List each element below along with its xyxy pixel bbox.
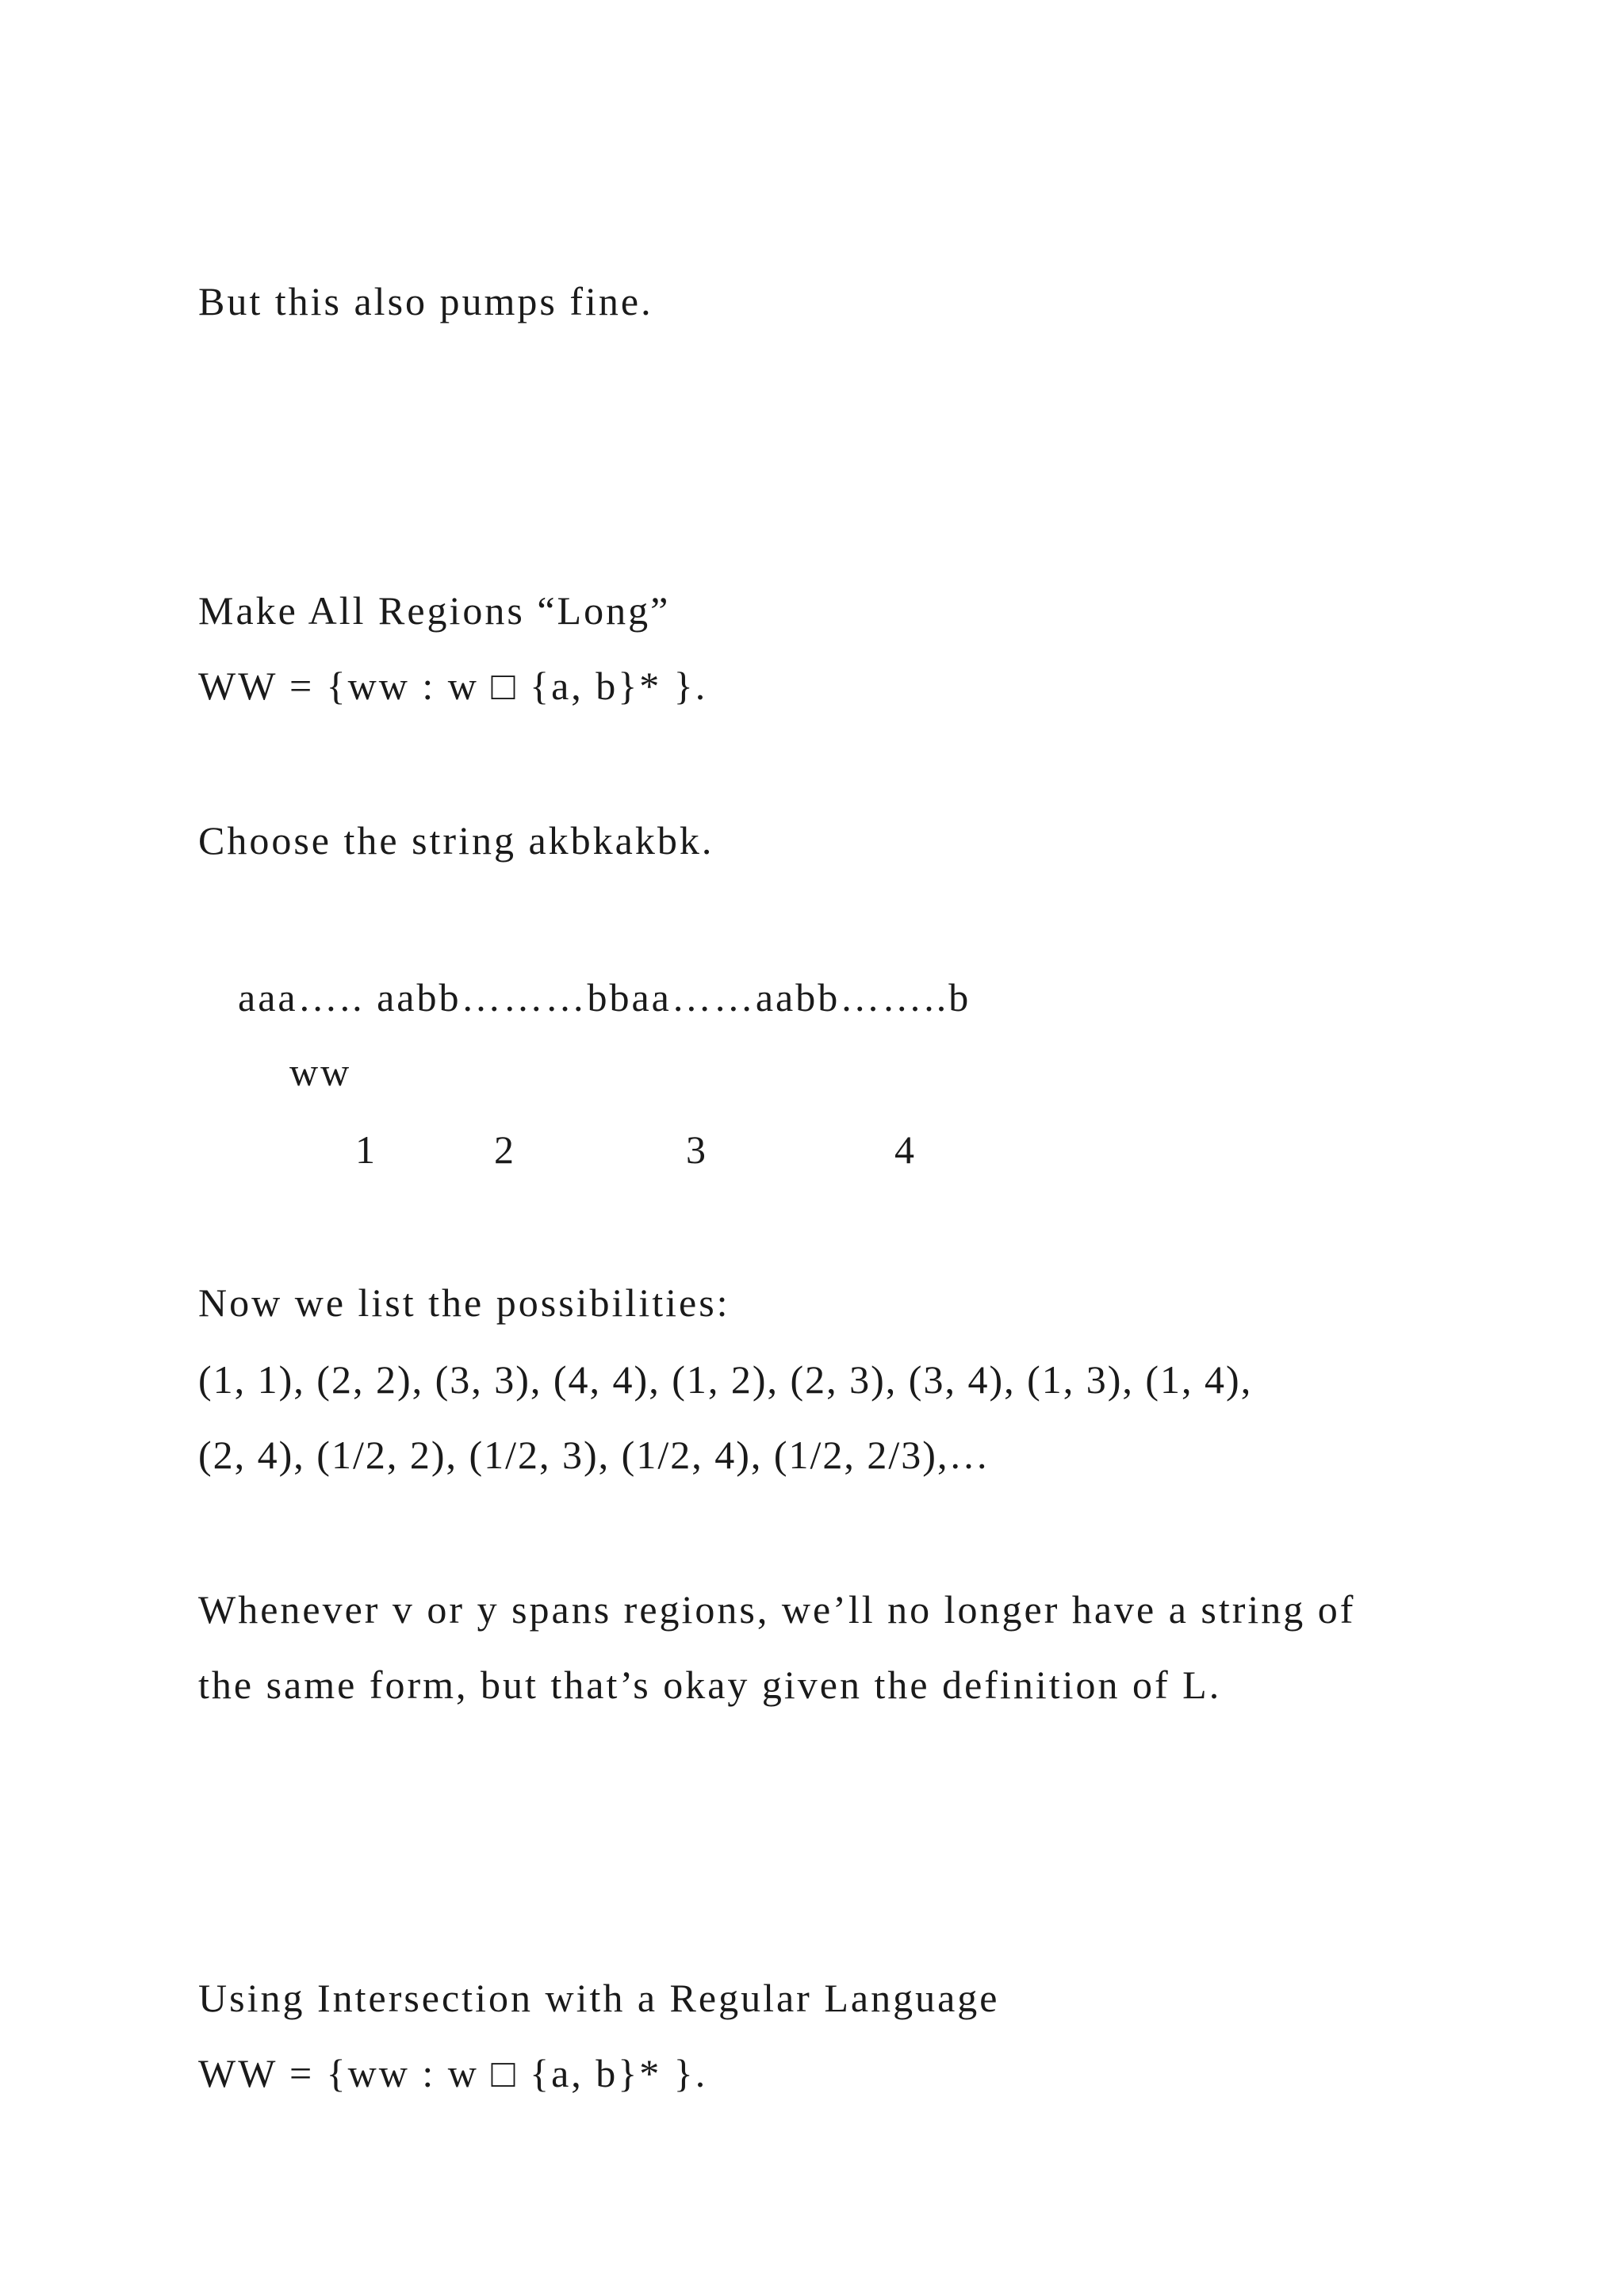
- text-line: the same form, but that’s okay given the definition of L.: [198, 1663, 1222, 1707]
- region-number: 1: [355, 1127, 375, 1172]
- possibilities-list: (2, 4), (1/2, 2), (1/2, 3), (1/2, 4), (1/2, 2/3),…: [198, 1433, 990, 1477]
- text-line: But this also pumps fine.: [198, 279, 653, 323]
- region-number: 2: [494, 1127, 514, 1172]
- language-definition: WW = {ww : w □ {a, b}* }.: [198, 2051, 708, 2095]
- region-number: 4: [894, 1127, 914, 1172]
- possibilities-list: (1, 1), (2, 2), (3, 3), (4, 4), (1, 2), (2, 3), (3, 4), (1, 3), (1, 4),: [198, 1357, 1253, 1402]
- section-heading: Using Intersection with a Regular Language: [198, 1976, 1000, 2020]
- region-number: 3: [686, 1127, 706, 1172]
- string-diagram: aaa….. aabb………bbaa……aabb……..b: [238, 975, 971, 1020]
- section-heading: Make All Regions “Long”: [198, 588, 671, 633]
- text-line: Now we list the possibilities:: [198, 1280, 730, 1325]
- text-line: Choose the string akbkakbk.: [198, 818, 714, 863]
- string-label: ww: [289, 1050, 352, 1094]
- language-definition: WW = {ww : w □ {a, b}* }.: [198, 664, 708, 708]
- text-line: Whenever v or y spans regions, we’ll no longer have a string of: [198, 1587, 1356, 1632]
